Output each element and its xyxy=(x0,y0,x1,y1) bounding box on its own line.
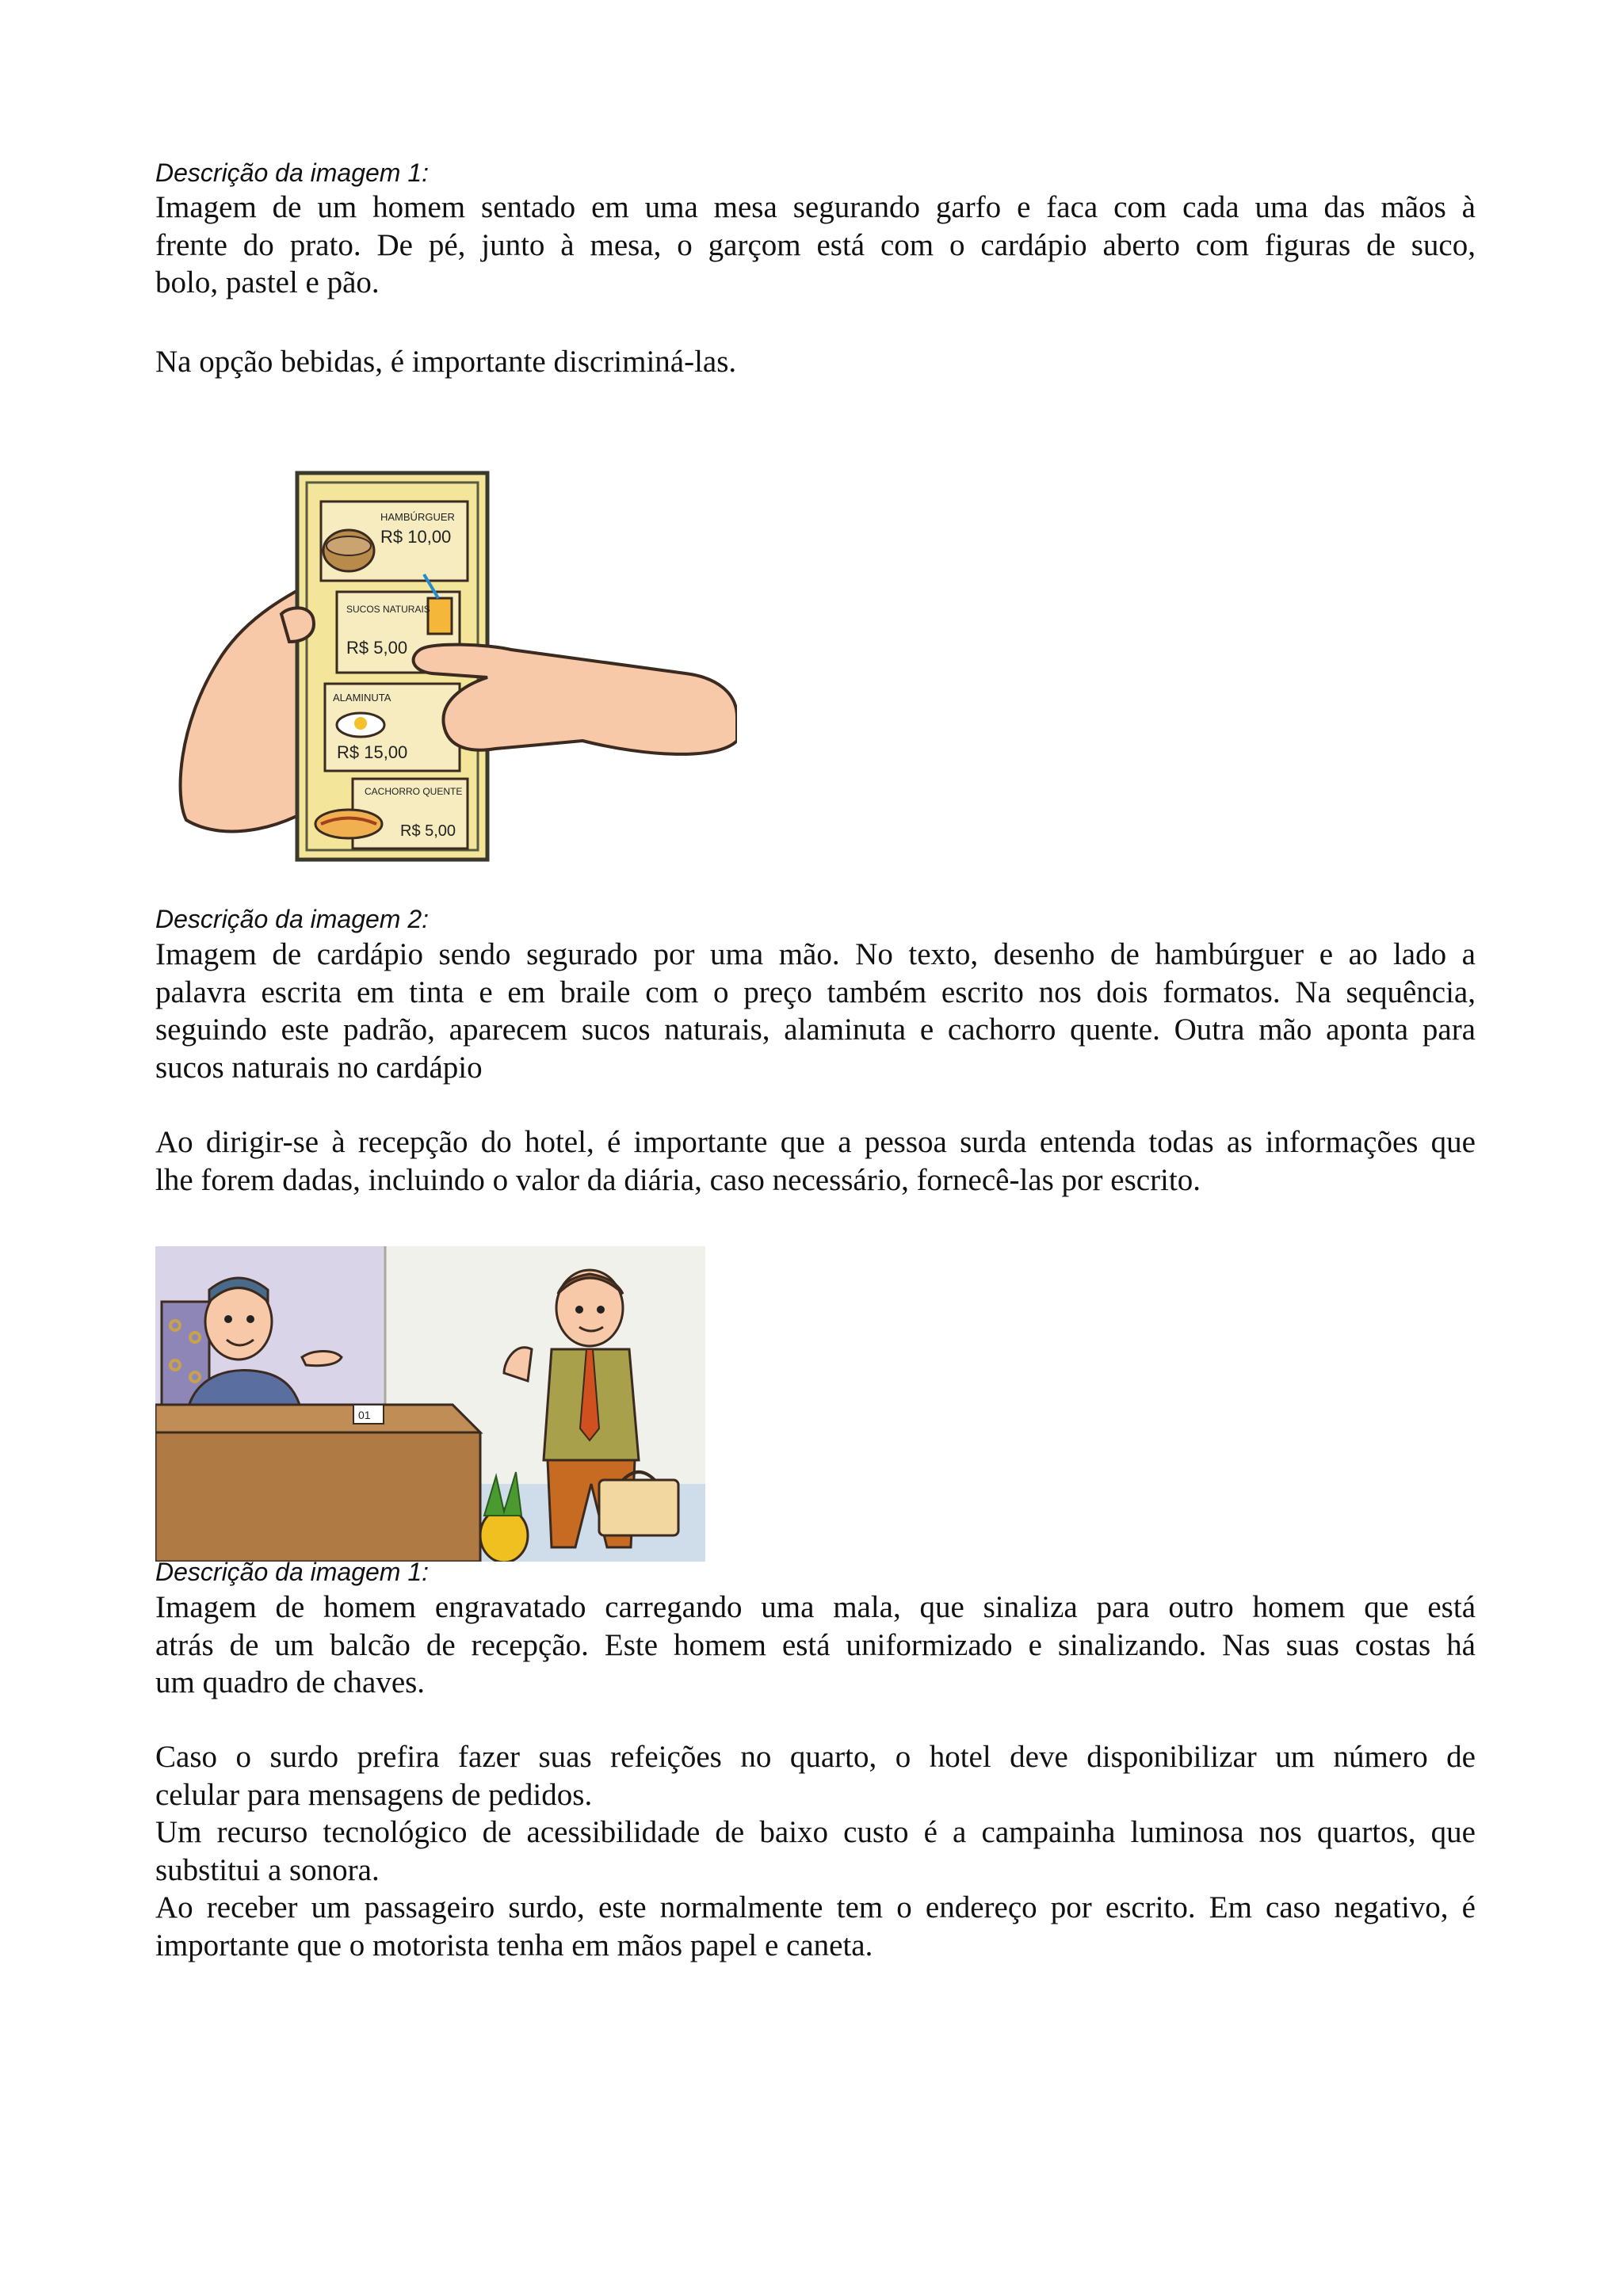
description-line: frente do prato. De pé, junto à mesa, o garçom está com o cardápio aberto com figuras de suco, xyxy=(155,227,1476,262)
image-1-caption: Descrição da imagem 1: xyxy=(155,158,430,187)
room-tag-number: 01 xyxy=(358,1409,371,1421)
menu-item-price: R$ 5,00 xyxy=(400,822,456,840)
description-line: sucos naturais no cardápio xyxy=(155,1050,483,1085)
description-line: Imagem de homem engravatado carregando uma mala, que sinaliza para outro homem que está xyxy=(155,1590,1476,1624)
recommendation-line: substitui a sonora. xyxy=(155,1852,380,1887)
recommendation-line: Caso o surdo prefira fazer suas refeições no quarto, o hotel deve disponibilizar um número de xyxy=(155,1740,1476,1774)
description-line: seguindo este padrão, aparecem sucos naturais, alaminuta e cachorro quente. Outra mão aponta para xyxy=(155,1013,1476,1047)
recommendation-line: Ao receber um passageiro surdo, este normalmente tem o endereço por escrito. Em caso negativo, é xyxy=(155,1890,1476,1924)
recommendation-line: Um recurso tecnológico de acessibilidade de baixo custo é a campainha luminosa nos quartos, que xyxy=(155,1815,1476,1849)
image-2-description xyxy=(155,936,1476,1086)
image-3-caption: Descrição da imagem 1: xyxy=(155,1558,430,1586)
description-line: bolo, pastel e pão. xyxy=(155,265,380,299)
menu-item-price: R$ 5,00 xyxy=(346,638,408,658)
menu-item-name: CACHORRO QUENTE xyxy=(365,786,463,797)
image-3-description xyxy=(155,1589,1476,1702)
menu-item-price: R$ 10,00 xyxy=(380,527,452,547)
description-line: um quadro de chaves. xyxy=(155,1665,426,1699)
menu-illustration xyxy=(170,463,737,864)
recommendation-line: celular para mensagens de pedidos. xyxy=(155,1777,593,1812)
image-1-description xyxy=(155,189,1476,302)
menu-item-name: HAMBÚRGUER xyxy=(380,511,455,523)
description-line: Imagem de um homem sentado em uma mesa segurando garfo e faca com cada uma das mãos à xyxy=(155,190,1476,224)
drinks-note: Na opção bebidas, é importante discriminá-las. xyxy=(155,345,737,379)
description-line: palavra escrita em tinta e em braile com o preço também escrito nos dois formatos. Na sequência, xyxy=(155,974,1476,1009)
image-2-caption: Descrição da imagem 2: xyxy=(155,905,430,933)
note-line: lhe forem dadas, incluindo o valor da diária, caso necessário, fornecê-las por escrito. xyxy=(155,1162,1201,1197)
menu-item-price: R$ 15,00 xyxy=(337,742,408,762)
menu-item-name: SUCOS NATURAIS xyxy=(346,604,430,615)
recommendation-line: importante que o motorista tenha em mãos papel e caneta. xyxy=(155,1928,873,1962)
closing-recommendations xyxy=(155,1738,1476,1964)
hotel-reception-illustration xyxy=(155,1246,705,1562)
note-line: Ao dirigir-se à recepção do hotel, é importante que a pessoa surda entenda todas as informações que xyxy=(155,1125,1476,1159)
description-line: Imagem de cardápio sendo segurado por uma mão. No texto, desenho de hambúrguer e ao lado a xyxy=(155,937,1476,971)
description-line: atrás de um balcão de recepção. Este homem está uniformizado e sinalizando. Nas suas costas há xyxy=(155,1627,1476,1662)
menu-item-name: ALAMINUTA xyxy=(333,692,391,704)
hotel-reception-note xyxy=(155,1123,1476,1199)
